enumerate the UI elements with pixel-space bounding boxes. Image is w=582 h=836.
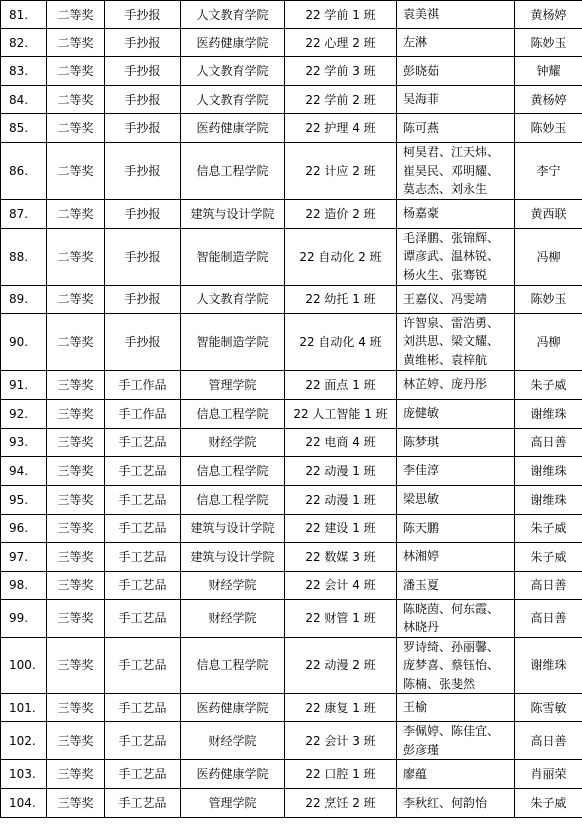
student-name-line: 王嘉仪、冯雯靖	[403, 291, 488, 306]
college-name: 建筑与设计学院	[181, 514, 285, 542]
work-category: 手抄报	[105, 29, 181, 57]
work-category: 手工作品	[105, 370, 181, 399]
table-row	[1, 313, 582, 370]
student-name-line: 陈楠、张斐然	[403, 676, 476, 691]
student-name-line: 杨火生、张骞锐	[403, 267, 488, 282]
teacher-name: 谢维珠	[515, 485, 582, 514]
student-name-line: 王榆	[403, 700, 428, 715]
student-names	[397, 1, 515, 29]
student-names	[397, 228, 515, 285]
college-name: 智能制造学院	[181, 228, 285, 285]
student-names	[397, 370, 515, 399]
teacher-name: 高日善	[515, 599, 582, 637]
student-names	[397, 313, 515, 370]
work-category: 手工艺品	[105, 428, 181, 456]
work-category: 手抄报	[105, 57, 181, 86]
student-names	[397, 637, 515, 694]
row-number: 86.	[1, 143, 47, 200]
work-category: 手抄报	[105, 199, 181, 228]
table-row	[1, 722, 582, 760]
student-name-line: 莫志杰、刘永生	[403, 182, 488, 196]
student-names	[397, 57, 515, 86]
teacher-name: 谢维珠	[515, 399, 582, 428]
award-level: 二等奖	[47, 313, 105, 370]
class-name: 22 护理 4 班	[285, 114, 397, 143]
award-level: 二等奖	[47, 86, 105, 114]
row-number: 84.	[1, 86, 47, 114]
table-row	[1, 285, 582, 313]
work-category: 手工艺品	[105, 789, 181, 818]
college-name: 信息工程学院	[181, 456, 285, 485]
class-name: 22 会计 3 班	[285, 722, 397, 760]
row-number: 101.	[1, 694, 47, 722]
award-level: 二等奖	[47, 1, 105, 29]
row-number: 94.	[1, 456, 47, 485]
class-name: 22 电商 4 班	[285, 428, 397, 456]
row-number: 87.	[1, 199, 47, 228]
table-row	[1, 599, 582, 637]
work-category: 手抄报	[105, 285, 181, 313]
student-names	[397, 428, 515, 456]
work-category: 手工艺品	[105, 722, 181, 760]
class-name: 22 动漫 1 班	[285, 485, 397, 514]
student-name-line: 杨嘉豪	[403, 206, 440, 221]
student-name-line: 袁美祺	[403, 7, 440, 22]
student-name-line: 廖蕴	[403, 766, 428, 781]
class-name: 22 口腔 1 班	[285, 760, 397, 789]
student-names	[397, 399, 515, 428]
award-level: 三等奖	[47, 694, 105, 722]
work-category: 手抄报	[105, 114, 181, 143]
row-number: 96.	[1, 514, 47, 542]
award-level: 三等奖	[47, 456, 105, 485]
class-name: 22 学前 1 班	[285, 1, 397, 29]
student-name-line: 许智泉、雷浩勇、	[403, 315, 500, 330]
class-name: 22 学前 3 班	[285, 57, 397, 86]
student-names	[397, 760, 515, 789]
row-number: 102.	[1, 722, 47, 760]
work-category: 手抄报	[105, 1, 181, 29]
row-number: 92.	[1, 399, 47, 428]
table-row	[1, 86, 582, 114]
award-level: 三等奖	[47, 599, 105, 637]
award-level: 三等奖	[47, 571, 105, 599]
table-row	[1, 114, 582, 143]
student-names	[397, 285, 515, 313]
award-level: 二等奖	[47, 29, 105, 57]
table-row	[1, 228, 582, 285]
college-name: 医药健康学院	[181, 29, 285, 57]
college-name: 信息工程学院	[181, 485, 285, 514]
award-level: 三等奖	[47, 485, 105, 514]
table-row	[1, 456, 582, 485]
row-number: 85.	[1, 114, 47, 143]
student-names	[397, 599, 515, 637]
student-name-line: 刘洪思、梁文耀、	[403, 334, 500, 349]
student-name-line: 林晓丹	[403, 620, 440, 634]
student-names	[397, 789, 515, 818]
student-names	[397, 199, 515, 228]
award-level: 三等奖	[47, 428, 105, 456]
table-row	[1, 789, 582, 818]
award-level: 三等奖	[47, 722, 105, 760]
student-name-line: 潘玉夏	[403, 577, 440, 592]
row-number: 98.	[1, 571, 47, 599]
college-name: 建筑与设计学院	[181, 542, 285, 571]
college-name: 财经学院	[181, 571, 285, 599]
award-level: 二等奖	[47, 143, 105, 200]
student-name-line: 陈可燕	[403, 120, 440, 135]
college-name: 人文教育学院	[181, 57, 285, 86]
student-names	[397, 722, 515, 760]
table-row	[1, 637, 582, 694]
teacher-name: 朱子威	[515, 514, 582, 542]
table-row	[1, 370, 582, 399]
class-name: 22 面点 1 班	[285, 370, 397, 399]
work-category: 手抄报	[105, 313, 181, 370]
teacher-name: 冯柳	[515, 313, 582, 370]
row-number: 103.	[1, 760, 47, 789]
class-name: 22 动漫 1 班	[285, 456, 397, 485]
teacher-name: 陈妙玉	[515, 114, 582, 143]
class-name: 22 幼托 1 班	[285, 285, 397, 313]
table-row	[1, 542, 582, 571]
student-name-line: 崔昊民、邓明耀、	[403, 163, 500, 178]
award-level: 三等奖	[47, 637, 105, 694]
class-name: 22 计应 2 班	[285, 143, 397, 200]
teacher-name: 高日善	[515, 428, 582, 456]
college-name: 智能制造学院	[181, 313, 285, 370]
class-name: 22 自动化 2 班	[285, 228, 397, 285]
award-level: 三等奖	[47, 789, 105, 818]
teacher-name: 朱子威	[515, 789, 582, 818]
student-name-line: 左淋	[403, 35, 428, 50]
table-row	[1, 571, 582, 599]
student-name-line: 彭彦瑾	[403, 742, 440, 757]
student-name-line: 陈天鹏	[403, 520, 440, 535]
college-name: 财经学院	[181, 599, 285, 637]
college-name: 医药健康学院	[181, 760, 285, 789]
college-name: 人文教育学院	[181, 86, 285, 114]
student-name-line: 林湘婷	[403, 549, 440, 564]
student-name-line: 林芷婷、庞丹彤	[403, 377, 488, 392]
work-category: 手工艺品	[105, 514, 181, 542]
teacher-name: 谢维珠	[515, 637, 582, 694]
class-name: 22 建设 1 班	[285, 514, 397, 542]
student-names	[397, 143, 515, 200]
work-category: 手抄报	[105, 228, 181, 285]
work-category: 手工艺品	[105, 542, 181, 571]
college-name: 医药健康学院	[181, 694, 285, 722]
award-level: 三等奖	[47, 399, 105, 428]
teacher-name: 陈雪敏	[515, 694, 582, 722]
teacher-name: 黄杨婷	[515, 1, 582, 29]
row-number: 93.	[1, 428, 47, 456]
row-number: 95.	[1, 485, 47, 514]
work-category: 手抄报	[105, 86, 181, 114]
teacher-name: 钟耀	[515, 57, 582, 86]
teacher-name: 肖丽荣	[515, 760, 582, 789]
row-number: 91.	[1, 370, 47, 399]
table-row	[1, 514, 582, 542]
award-table-body	[1, 1, 582, 818]
table-row	[1, 143, 582, 200]
table-row	[1, 694, 582, 722]
class-name: 22 烹饪 2 班	[285, 789, 397, 818]
row-number: 82.	[1, 29, 47, 57]
student-names	[397, 571, 515, 599]
award-level: 二等奖	[47, 57, 105, 86]
college-name: 建筑与设计学院	[181, 199, 285, 228]
award-level: 二等奖	[47, 228, 105, 285]
student-name-line: 柯昊君、江天炜、	[403, 145, 500, 159]
teacher-name: 高日善	[515, 571, 582, 599]
college-name: 信息工程学院	[181, 399, 285, 428]
student-name-line: 李佩婷、陈佳宜、	[403, 724, 500, 738]
teacher-name: 谢维珠	[515, 456, 582, 485]
student-name-line: 庞健敏	[403, 406, 440, 421]
student-names	[397, 694, 515, 722]
row-number: 89.	[1, 285, 47, 313]
teacher-name: 陈妙玉	[515, 285, 582, 313]
work-category: 手工艺品	[105, 599, 181, 637]
award-level: 三等奖	[47, 370, 105, 399]
row-number: 99.	[1, 599, 47, 637]
teacher-name: 李宁	[515, 143, 582, 200]
award-level: 二等奖	[47, 114, 105, 143]
table-row	[1, 399, 582, 428]
class-name: 22 造价 2 班	[285, 199, 397, 228]
teacher-name: 朱子威	[515, 542, 582, 571]
table-row	[1, 57, 582, 86]
college-name: 医药健康学院	[181, 114, 285, 143]
student-name-line: 毛泽鹏、张锦辉、	[403, 230, 500, 245]
class-name: 22 心理 2 班	[285, 29, 397, 57]
row-number: 100.	[1, 637, 47, 694]
student-name-line: 梁思敏	[403, 492, 440, 507]
award-level: 三等奖	[47, 542, 105, 571]
student-name-line: 罗诗绮、孙丽馨、	[403, 639, 500, 654]
college-name: 人文教育学院	[181, 1, 285, 29]
class-name: 22 人工智能 1 班	[285, 399, 397, 428]
student-name-line: 黄维彬、袁梓航	[403, 352, 488, 367]
award-level: 二等奖	[47, 199, 105, 228]
work-category: 手工艺品	[105, 571, 181, 599]
class-name: 22 动漫 2 班	[285, 637, 397, 694]
teacher-name: 朱子威	[515, 370, 582, 399]
student-name-line: 庞梦喜、蔡钰怡、	[403, 658, 500, 672]
row-number: 104.	[1, 789, 47, 818]
student-name-line: 吴海菲	[403, 92, 440, 107]
row-number: 90.	[1, 313, 47, 370]
work-category: 手工艺品	[105, 637, 181, 694]
student-name-line: 李秋红、何韵怡	[403, 795, 488, 810]
student-names	[397, 114, 515, 143]
work-category: 手工作品	[105, 399, 181, 428]
student-names	[397, 542, 515, 571]
row-number: 81.	[1, 1, 47, 29]
college-name: 财经学院	[181, 722, 285, 760]
work-category: 手工艺品	[105, 456, 181, 485]
class-name: 22 康复 1 班	[285, 694, 397, 722]
college-name: 人文教育学院	[181, 285, 285, 313]
table-row	[1, 199, 582, 228]
college-name: 管理学院	[181, 370, 285, 399]
row-number: 97.	[1, 542, 47, 571]
college-name: 财经学院	[181, 428, 285, 456]
award-level: 二等奖	[47, 285, 105, 313]
teacher-name: 黄杨婷	[515, 86, 582, 114]
student-name-line: 陈梦琪	[403, 434, 440, 449]
class-name: 22 会计 4 班	[285, 571, 397, 599]
row-number: 88.	[1, 228, 47, 285]
student-name-line: 陈晓茵、何东霞、	[403, 601, 500, 616]
work-category: 手抄报	[105, 143, 181, 200]
teacher-name: 黄西联	[515, 199, 582, 228]
award-level: 三等奖	[47, 760, 105, 789]
student-name-line: 李佳淳	[403, 463, 440, 478]
student-names	[397, 29, 515, 57]
table-row	[1, 760, 582, 789]
student-name-line: 彭晓茹	[403, 63, 440, 78]
college-name: 信息工程学院	[181, 637, 285, 694]
class-name: 22 学前 2 班	[285, 86, 397, 114]
table-row	[1, 29, 582, 57]
teacher-name: 高日善	[515, 722, 582, 760]
teacher-name: 陈妙玉	[515, 29, 582, 57]
college-name: 信息工程学院	[181, 143, 285, 200]
student-name-line: 谭彦武、温林锐、	[403, 249, 500, 264]
college-name: 管理学院	[181, 789, 285, 818]
award-level: 三等奖	[47, 514, 105, 542]
student-names	[397, 485, 515, 514]
student-names	[397, 456, 515, 485]
table-row	[1, 485, 582, 514]
class-name: 22 数媒 3 班	[285, 542, 397, 571]
row-number: 83.	[1, 57, 47, 86]
student-names	[397, 514, 515, 542]
table-row	[1, 1, 582, 29]
teacher-name: 冯柳	[515, 228, 582, 285]
student-names	[397, 86, 515, 114]
work-category: 手工艺品	[105, 694, 181, 722]
table-row	[1, 428, 582, 456]
class-name: 22 自动化 4 班	[285, 313, 397, 370]
work-category: 手工艺品	[105, 485, 181, 514]
class-name: 22 财管 1 班	[285, 599, 397, 637]
work-category: 手工艺品	[105, 760, 181, 789]
